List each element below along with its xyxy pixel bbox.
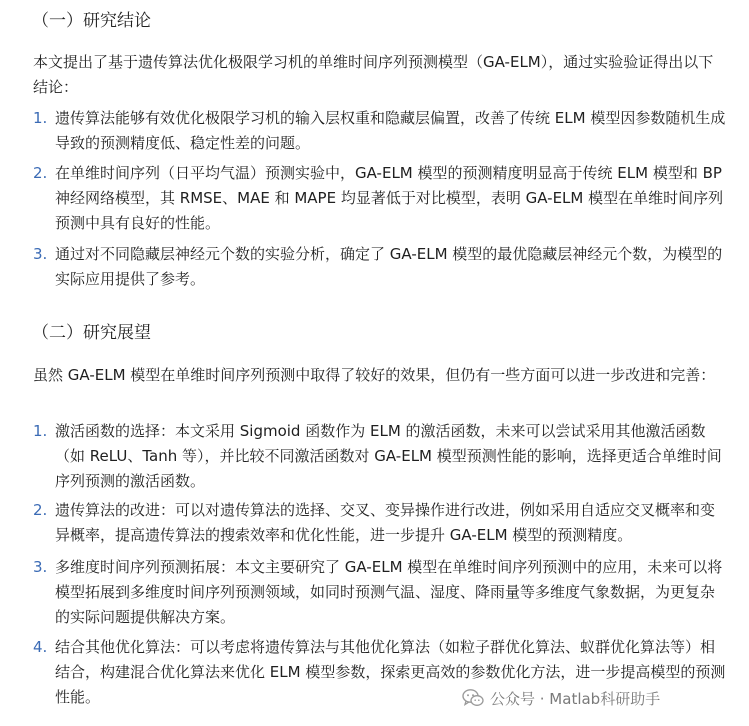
list-text: 结合其他优化算法：可以考虑将遗传算法与其他优化算法（如粒子群优化算法、蚁群优化算法等）相结合，构建混合优化算法来优化 ELM 模型参数，探索更高效的参数优化方法，进一步提高模型的预测性能。 [55,638,726,706]
list-item [33,419,728,494]
list-number: 1. [33,422,48,440]
conclusion-intro: 本文提出了基于遗传算法优化极限学习机的单维时间序列预测模型（GA-ELM），通过实验验证得出以下结论： [33,53,714,96]
section-heading-conclusion: （一）研究结论 [32,11,151,31]
list-number: 2. [33,501,48,519]
list-item [33,106,728,156]
list-item [33,498,728,548]
list-number: 3. [33,245,48,263]
wechat-icon [462,688,484,708]
list-text: 激活函数的选择：本文采用 Sigmoid 函数作为 ELM 的激活函数，未来可以尝试采用其他激活函数（如 ReLU、Tanh 等），并比较不同激活函数对 GA-ELM 模型预测性能的影响，选择更适合单维时间序列预测的激活函数。 [55,422,722,490]
watermark [462,684,660,712]
list-text: 通过对不同隐藏层神经元个数的实验分析，确定了 GA-ELM 模型的最优隐藏层神经元个数，为模型的实际应用提供了参考。 [55,245,723,288]
list-text: 多维度时间序列预测拓展：本文主要研究了 GA-ELM 模型在单维时间序列预测中的应用，未来可以将模型拓展到多维度时间序列预测领域，如同时预测气温、湿度、降雨量等多维度气象数据，为更复杂的实际问题提供解决方案。 [55,558,723,626]
list-text: 遗传算法能够有效优化极限学习机的输入层权重和隐藏层偏置，改善了传统 ELM 模型因参数随机生成导致的预测精度低、稳定性差的问题。 [55,109,726,152]
section-heading-outlook: （二）研究展望 [32,323,151,343]
list-item [33,161,728,236]
list-text: 在单维时间序列（日平均气温）预测实验中，GA-ELM 模型的预测精度明显高于传统 ELM 模型和 BP 神经网络模型，其 RMSE、MAE 和 MAPE 均显著低于对比模型，表明 GA-ELM 模型在单维时间序列预测中具有良好的性能。 [55,164,724,232]
list-number: 3. [33,558,48,576]
list-number: 4. [33,638,48,656]
watermark-text: 公众号 · Matlab科研助手 [490,689,661,708]
list-text: 遗传算法的改进：可以对遗传算法的选择、交叉、变异操作进行改进，例如采用自适应交叉概率和变异概率，提高遗传算法的搜索效率和优化性能，进一步提升 GA-ELM 模型的预测精度。 [55,501,716,544]
list-number: 1. [33,109,48,127]
list-number: 2. [33,164,48,182]
list-item [33,242,728,292]
outlook-intro: 虽然 GA-ELM 模型在单维时间序列预测中取得了较好的效果，但仍有一些方面可以进一步改进和完善： [33,366,716,384]
list-item [33,555,728,630]
